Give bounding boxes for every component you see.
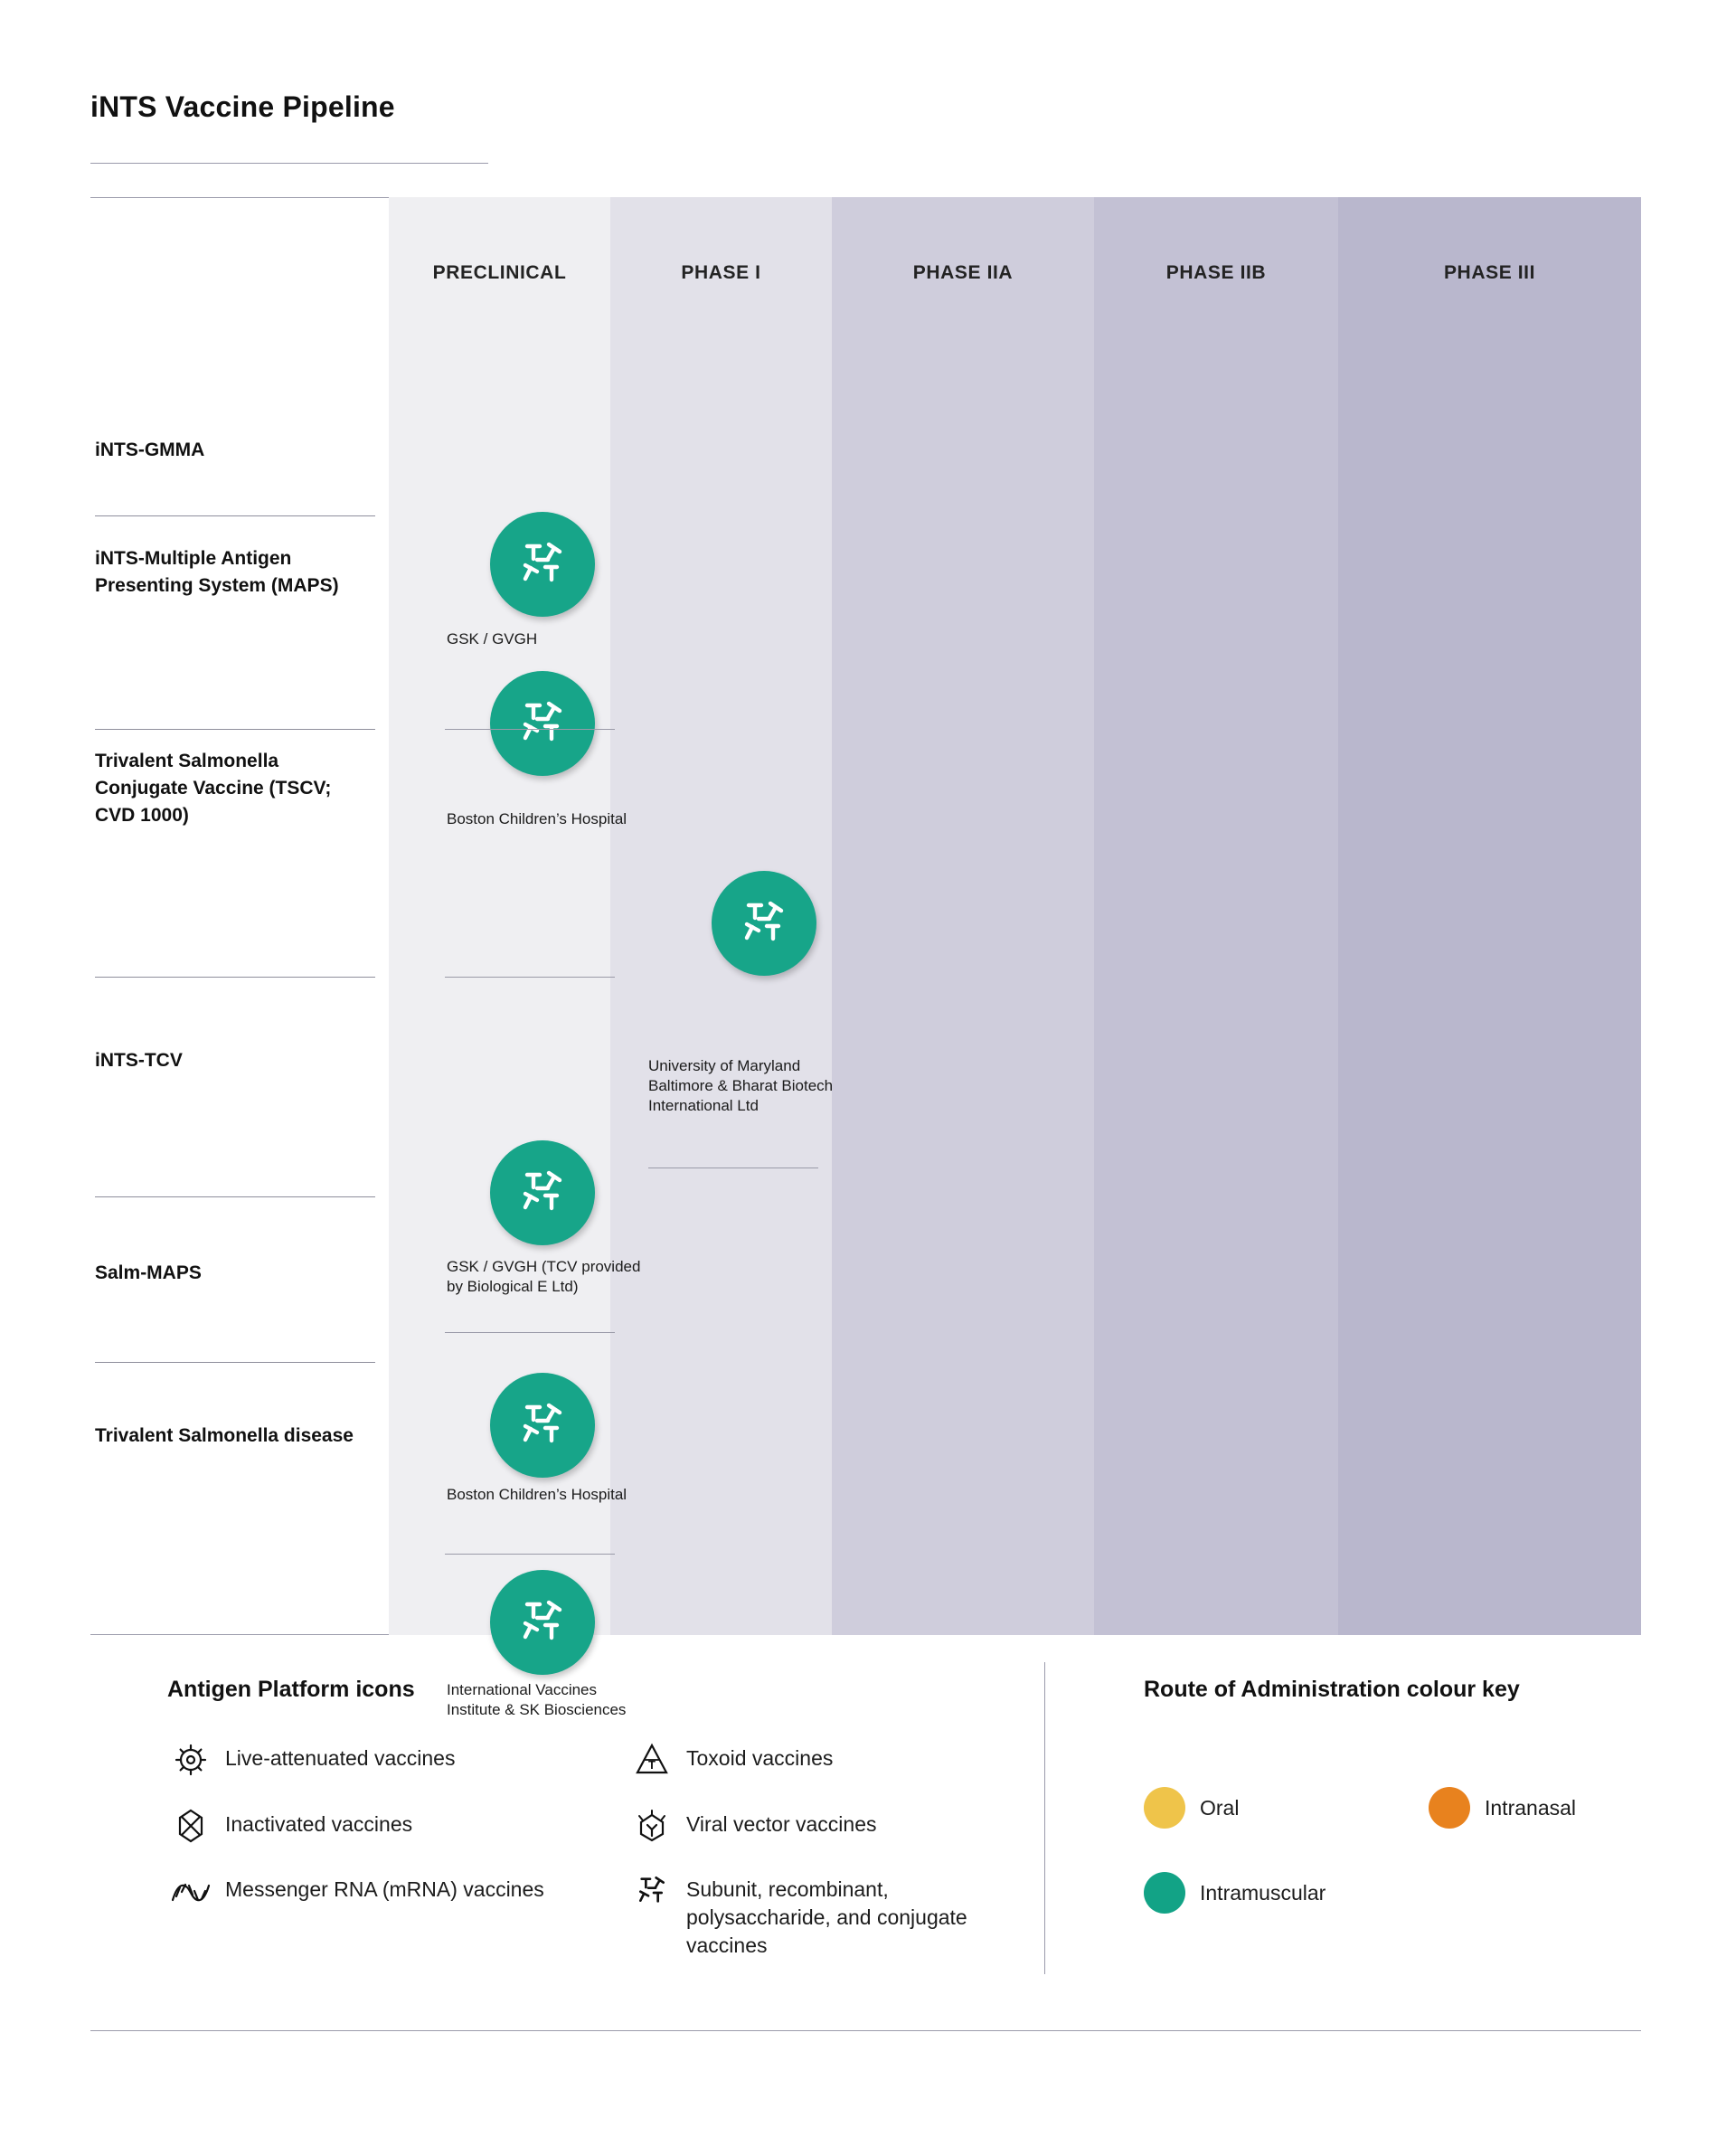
- phase-label-phase-iib: PHASE IIB: [1165, 262, 1267, 283]
- row-label-salm-maps: Salm-MAPS: [95, 1262, 202, 1283]
- phase-label-phase-iii: PHASE III: [1443, 262, 1536, 283]
- vaccine-bubble[interactable]: [490, 1373, 595, 1478]
- row-divider: [95, 977, 375, 978]
- row-label-column: [90, 197, 389, 1635]
- legend: [90, 1655, 1641, 2035]
- entry-developer: GSK / GVGH (TCV provided by Biological E Ltd): [447, 1258, 641, 1295]
- legend-label: Messenger RNA (mRNA) vaccines: [225, 1877, 544, 1901]
- entry-developer: GSK / GVGH: [447, 630, 538, 648]
- route-label: Intramuscular: [1200, 1880, 1326, 1905]
- entry-developer: International Vaccines Institute & SK Biosciences: [447, 1681, 627, 1718]
- row-divider: [95, 729, 375, 730]
- title-divider: [90, 163, 488, 164]
- inactivated-icon: [167, 1802, 214, 1849]
- legend-item-mrna: [167, 1867, 556, 1914]
- legend-label: Subunit, recombinant, polysaccharide, and conjugate vaccines: [686, 1877, 967, 1957]
- entry-divider: [445, 1554, 615, 1555]
- vaccine-bubble[interactable]: [490, 671, 595, 776]
- entry-divider: [445, 1332, 615, 1333]
- row-label-ints-tcv: iNTS-TCV: [95, 1050, 183, 1071]
- row-label-tscv: Trivalent Salmonella Conjugate Vaccine (TSCV; CVD 1000): [95, 751, 332, 826]
- route-color-swatch-intramuscular: [1144, 1872, 1185, 1914]
- legend-label: Viral vector vaccines: [686, 1812, 877, 1836]
- legend-title-route: Route of Administration colour key: [1144, 1677, 1520, 1702]
- row-label-ints-maps: iNTS-Multiple Antigen Presenting System (MAPS): [95, 548, 339, 596]
- route-label: Intranasal: [1485, 1795, 1577, 1820]
- phase-label-phase-i: PHASE I: [681, 262, 761, 283]
- legend-item-toxoid: [628, 1736, 990, 1783]
- subunit-icon: [628, 1867, 675, 1914]
- route-label: Oral: [1200, 1795, 1240, 1820]
- legend-item-subunit: [628, 1867, 1008, 1960]
- subunit-icon: [513, 694, 572, 753]
- phase-band-phase-iii: [1338, 197, 1641, 1635]
- vaccine-bubble[interactable]: [712, 871, 816, 976]
- phase-label-phase-iia: PHASE IIA: [912, 262, 1014, 283]
- subunit-icon: [734, 893, 794, 953]
- subunit-icon: [513, 1395, 572, 1455]
- row-divider: [95, 1196, 375, 1197]
- subunit-icon: [513, 1163, 572, 1223]
- row-divider: [95, 515, 375, 516]
- legend-item-viral-vector: [628, 1802, 990, 1849]
- row-divider: [95, 1362, 375, 1363]
- entry-divider: [445, 977, 615, 978]
- phase-band-phase-iib: [1094, 197, 1338, 1635]
- entry-developer: Boston Children’s Hospital: [447, 1486, 627, 1503]
- entry-developer: Boston Children’s Hospital: [447, 810, 627, 827]
- entry-developer: University of Maryland Baltimore & Bharat Biotech International Ltd: [648, 1057, 834, 1114]
- legend-item-live-attenuated: [167, 1736, 547, 1783]
- subunit-icon: [513, 1593, 572, 1652]
- route-color-swatch-intranasal: [1429, 1787, 1470, 1829]
- mrna-icon: [167, 1867, 214, 1914]
- row-label-trivalent-salmonella-disease: Trivalent Salmonella disease: [95, 1425, 354, 1446]
- legend-label: Live-attenuated vaccines: [225, 1746, 456, 1770]
- legend-label: Inactivated vaccines: [225, 1812, 413, 1836]
- toxoid-icon: [628, 1736, 675, 1783]
- subunit-icon: [513, 534, 572, 594]
- entry-divider: [445, 729, 615, 730]
- legend-bottom-divider: [90, 2030, 1641, 2031]
- route-item-intranasal: [1429, 1787, 1576, 1829]
- viral-vector-icon: [628, 1802, 675, 1849]
- vaccine-bubble[interactable]: [490, 1140, 595, 1245]
- route-color-swatch-oral: [1144, 1787, 1185, 1829]
- legend-label: Toxoid vaccines: [686, 1746, 834, 1770]
- row-label-ints-gmma: iNTS-GMMA: [95, 440, 205, 460]
- legend-divider: [1044, 1662, 1045, 1974]
- page-title: iNTS Vaccine Pipeline: [90, 90, 395, 123]
- route-item-oral: [1144, 1787, 1239, 1829]
- route-item-intramuscular: [1144, 1872, 1326, 1914]
- phase-label-preclinical: PRECLINICAL: [432, 262, 567, 283]
- legend-item-inactivated: [167, 1802, 547, 1849]
- phase-band-phase-iia: [832, 197, 1094, 1635]
- legend-title-platform: Antigen Platform icons: [167, 1677, 415, 1702]
- vaccine-bubble[interactable]: [490, 512, 595, 617]
- svg-text:T: T: [648, 1758, 656, 1772]
- live-attenuated-icon: [167, 1736, 214, 1783]
